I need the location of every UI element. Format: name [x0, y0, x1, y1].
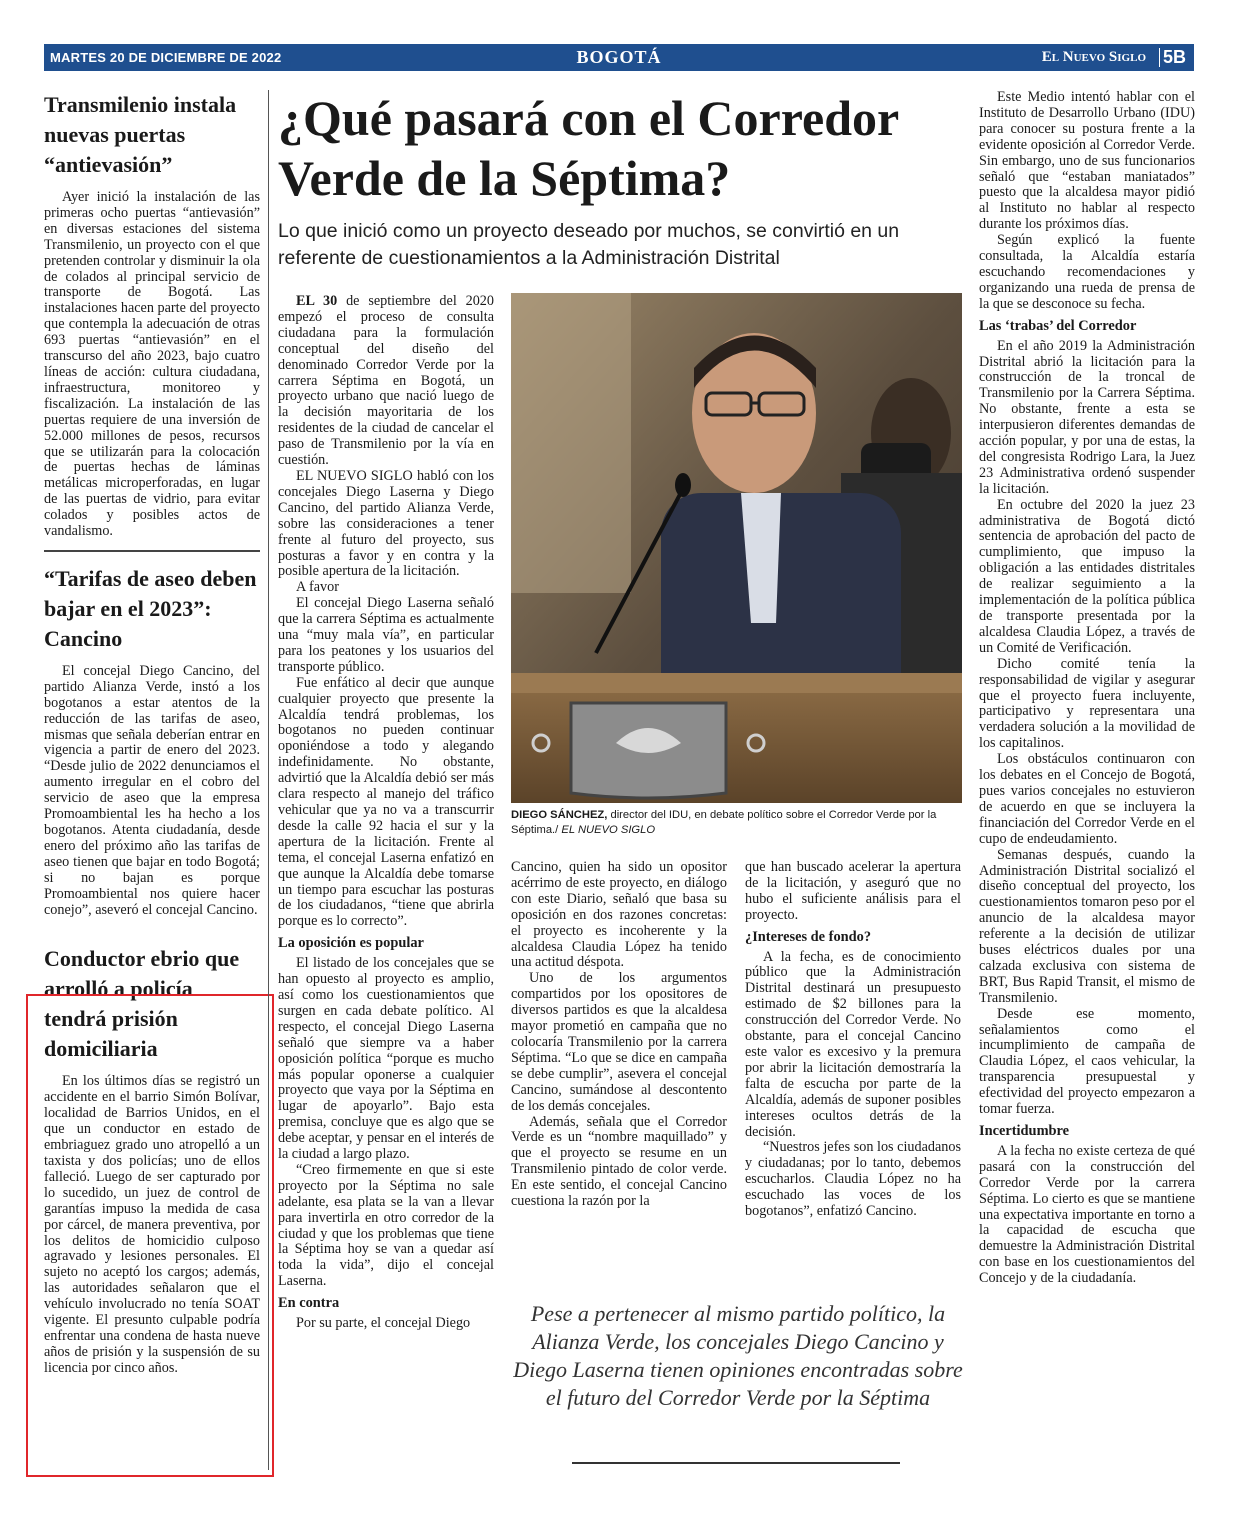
article-paragraph: Semanas después, cuando la Administración Distrital socializó el diseño conceptual del proyecto, los cuestionamientos tomaron peso por el anuncio de la alcaldesa mayor referente a la decisión de utilizar buses eléctricos duales por una calzada exclusiva con sistema de BRT, Bus Rapid Transit, el mismo de Transmilenio.: [979, 846, 1195, 1006]
highlight-box: [26, 994, 274, 1477]
header-page-number: 5B: [1162, 47, 1186, 67]
article-paragraph: El concejal Diego Laserna señaló que la carrera Séptima es actualmente una “muy mala vía”, en particular para los peatones y los usuarios del transporte público.: [278, 595, 494, 675]
article-paragraph: Dicho comité tenía la responsabilidad de vigilar y asegurar que el proyecto fuera incluyente, participativo y representara una verdadera solución a la movilidad de los capitalinos.: [979, 655, 1195, 752]
article-paragraph: Este Medio intentó hablar con el Instituto de Desarrollo Urbano (IDU) para conocer su postura frente a la evidente oposición al Corredor Verde. Sin embargo, uno de sus funcionarios señaló que “estaban maniatados” puesto que la alcaldesa mayor pidió al Instituto no hablar al respecto durante los próximos días.: [979, 89, 1195, 233]
caption-text: director del IDU, en debate político sobre el Corredor Verde por la Séptima./: [511, 809, 937, 836]
article-subheading: La oposición es popular: [278, 935, 424, 952]
article-column-1: [278, 294, 494, 1332]
article-paragraph: que han buscado acelerar la apertura de la licitación, y aseguró que no hubo el suficiente análisis para el proyecto.: [745, 859, 961, 923]
story-title-transmilenio: Transmilenio instala nuevas puertas “antievasión”: [44, 92, 237, 177]
photo-illustration: [511, 293, 962, 803]
story-paragraph: Ayer inició la instalación de las primeras ocho puertas “antievasión” en diversas estaciones del sistema Transmilenio, un proyecto con el que pretenden controlar y disminuir la ola de colados al principal servicio de transporte de Bogotá. Las instalaciones hacen parte del proyecto que contempla la adecuación de otras 693 puertas “antievasión” en el transcurso del año 2023, bajo cuatro líneas de acción: cultura ciudadana, infraestructura, monitoreo y fiscalización. La instalación de las puertas requiere de una inversión de 52.000 millones de pesos, recursos que se utilizarán para la colocación de puertas hechas de láminas metálicas microperforadas, en lugar de las puertas de vidrio, para evitar colados y posibles actos de vandalismo.: [44, 189, 260, 540]
story-title-conductor: Conductor ebrio que arrolló a policía tendrá prisión domiciliaria: [44, 946, 240, 1062]
photo-caption: [511, 808, 962, 838]
article-paragraph: “Creo firmemente en que si este proyecto por la Séptima no sale adelante, esa plata se la van a llevar para invertirla en otro corredor de la ciudad y que los problemas que tiene la Séptima hoy se van a quedar así toda la vida”, dijo el concejal Laserna.: [278, 1161, 494, 1290]
page-header-bar: [44, 44, 1194, 71]
article-subheading: Las ‘trabas’ del Corredor: [979, 317, 1137, 334]
article-subheading: ¿Intereses de fondo?: [745, 928, 872, 945]
article-paragraph: Además, señala que el Corredor Verde es un “nombre maquillado” y que el proyecto se resume en un Transmilenio pintado de color verde. En este sentido, el concejal Cancino cuestiona la razón por la: [511, 1113, 727, 1210]
article-paragraph: En el año 2019 la Administración Distrital abrió la licitación para la construcción de la troncal de Transmilenio por la Carrera Séptima. No obstante, frente a esta se interpusieron diferentes demandas de acción popular, y por una de estas, la del congresista Rodrigo Lara, la Juez 23 Administrativa ordenó suspender la licitación.: [979, 337, 1195, 497]
main-subheadline: Lo que inició como un proyecto deseado por muchos, se convirtió en un referente de cuestionamientos a la Administración Distrital: [278, 220, 900, 269]
article-paragraph: A la fecha, es de conocimiento público que la Administración Distrital destinará un presupuesto estimado de $2 billones para la construcción del Corredor Verde. No obstante, para el concejal Cancino este valor es excesivo y la premura por abrir la licitación demostraría la falta de escucha por parte de la Alcaldía, además de suponer posibles intereses ocultos detrás de la decisión.: [745, 948, 961, 1140]
pull-quote: Pese a pertenecer al mismo partido político, la Alianza Verde, los concejales Diego Cancino y Diego Laserna tienen opiniones encontradas sobre el futuro del Corredor Verde por la Séptima: [513, 1301, 963, 1410]
story-body-transmilenio: [44, 190, 260, 540]
story-paragraph: En los últimos días se registró un accidente en el barrio Simón Bolívar, localidad de Barrios Unidos, en el que un conductor en estado de embriaguez grado uno atropelló a un taxista y dos policías; uno de ellos falleció. Luego de ser capturado por lo sucedido, un juez de control de garantías impuso la medida de casa por cárcel, de manera preventiva, por los delitos de homicidio culposo agravado y lesiones personales. El sujeto no aceptó los cargos; además, las autoridades señalaron que el vehículo involucrado no tenía SOAT vigente. El presunto culpable podría enfrentar una condena de hasta nueve años de prisión y la suspensión de su licencia por cinco años.: [44, 1073, 260, 1376]
story-body-tarifas: [44, 664, 260, 919]
article-subheading: Incertidumbre: [979, 1123, 1070, 1139]
article-paragraph: En octubre del 2020 la juez 23 administrativa de Bogotá dictó sentencia de aprobación del pacto de cumplimiento, que impuso la obligación a las entidades distritales de realizar seguimiento a la implementación de la política pública de transporte presentada por la alcaldesa Claudia López, a través de un Comité de Verificación.: [979, 496, 1195, 656]
lead-word: EL 30: [296, 293, 338, 309]
header-date: MARTES 20 DE DICIEMBRE DE 2022: [50, 50, 282, 65]
header-section: BOGOTÁ: [576, 47, 662, 67]
article-photo: [511, 293, 962, 803]
article-paragraph: A favor: [296, 579, 339, 596]
article-paragraph: Uno de los argumentos compartidos por los opositores de diversos partidos es que la alcaldesa mayor prometió en campaña que no colocaría Transmilenio por la carrera Séptima. “Lo que se dice en campaña se debe cumplir”, asevera el concejal Cancino, sumándose al descontento de los demás concejales.: [511, 970, 727, 1114]
article-paragraph: El listado de los concejales que se han opuesto al proyecto es amplio, así como los cuestionamientos que surgen en cada debate político. Al respecto, el concejal Diego Laserna señaló que siempre va a haber oposición política “porque es mucho más popular oponerse a cualquier proyecto que vaya por la Séptima en lugar de apoyarlo”. Bajo esta premisa, concluye que es algo que se debe aceptar, y pensar en el interés de la ciudad a largo plazo.: [278, 955, 494, 1163]
article-lead-paragraph: EL 30 de septiembre del 2020 empezó el proceso de consulta ciudadana para la formulación conceptual del diseño del denominado Corredor Verde por la carrera Séptima en Bogotá, un proyecto urbano que nació luego de la decisión mayoritaria de los residentes de la ciudad de cancelar el paso de Transmilenio por la vía en cuestión.: [278, 293, 494, 469]
header-separator: [1159, 48, 1160, 67]
article-paragraph: Según explicó la fuente consultada, la Alcaldía estaría escuchando recomendaciones y organizando una rueda de prensa de la que se desconoce su fecha.: [979, 232, 1195, 312]
main-headline: ¿Qué pasará con el Corredor Verde de la Séptima?: [278, 90, 899, 206]
article-paragraph: Los obstáculos continuaron con los debates en el Concejo de Bogotá, pues varios concejales no estuvieron de acuerdo en que se incluyera la financiación del Corredor Verde en el cupo de endeudamiento.: [979, 751, 1195, 847]
article-paragraph: Cancino, quien ha sido un opositor acérrimo de este proyecto, en diálogo con este Diario, señaló que basa su oposición en dos razones concretas: el proyecto es incoherente y la alcaldesa Claudia López ha tenido una actitud déspota.: [511, 859, 727, 971]
caption-credit: EL NUEVO SIGLO: [558, 824, 656, 836]
article-column-3: [745, 860, 961, 1220]
article-paragraph: Fue enfático al decir que aunque cualquier proyecto que presente la Alcaldía tendrá problemas, los bogotanos no pueden continuar oponiéndose a todo y alegando indefinidamente. No obstante, advirtió que la Alcaldía debió ser más clara respecto al manejo del tráfico vehicular que ya no va a transcurrir desde la calle 92 hacia el sur y la apertura de la licitación. Frente al tema, el concejal Laserna enfatizó en que aunque la Alcaldía debe tomarse un tiempo para escuchar las posturas de los ciudadanos, “tiene que abrirla porque es lo correcto”.: [278, 674, 494, 930]
header-newspaper-name: El Nuevo Siglo: [1041, 49, 1146, 65]
article-paragraph: EL NUEVO SIGLO habló con los concejales Diego Laserna y Diego Cancino, del partido Alianza Verde, sobre las consideraciones a tener frente al futuro del proyecto, sus posturas a favor y en contra y la posible apertura de la licitación.: [278, 467, 494, 580]
article-column-right: [979, 90, 1195, 1287]
article-paragraph: Por su parte, el concejal Diego: [296, 1315, 471, 1332]
article-subheading: En contra: [278, 1295, 340, 1312]
pull-quote-rule: [572, 1462, 900, 1464]
story-divider: [44, 550, 260, 552]
article-paragraph: A la fecha no existe certeza de qué pasará con la construcción del Corredor Verde por la carrera Séptima. Lo cierto es que se mantiene una expectativa importante en torno a la capacidad de escucha que demuestre la Administración Distrital con base en los cuestionamientos del Concejo y de la ciudadanía.: [979, 1142, 1195, 1287]
caption-name: DIEGO SÁNCHEZ,: [511, 809, 608, 821]
article-paragraph: Desde ese momento, señalamientos como el incumplimiento de campaña de Claudia López, el caos vehicular, la transparencia presupuestal y efectividad del proyecto empezaron a tomar fuerza.: [979, 1005, 1195, 1118]
article-column-2: [511, 860, 727, 1210]
story-paragraph: El concejal Diego Cancino, del partido Alianza Verde, instó a los bogotanos a estar atentos de la reducción de las tarifas de aseo, mismas que señala deberían entrar en vigencia a partir de enero del 2023. “Desde julio de 2022 denunciamos el aumento irregular en el cobro del servicio de aseo que la empresa Promoambiental les ha hecho a los bogotanos. Atenta ciudadanía, desde enero del próximo año las tarifas de aseo tienen que bajar en todo Bogotá; si no bajan es porque Promoambiental nos quiere hacer conejo”, aseveró el concejal Cancino.: [44, 662, 260, 918]
story-title-tarifas: “Tarifas de aseo deben bajar en el 2023”: Cancino: [44, 565, 257, 651]
column-divider: [268, 90, 269, 1470]
article-paragraph: “Nuestros jefes son los ciudadanos y ciudadanas; por lo tanto, debemos escucharlos. Claudia López no ha escuchado las voces de los bogotanos”, enfatizó Cancino.: [745, 1139, 961, 1220]
